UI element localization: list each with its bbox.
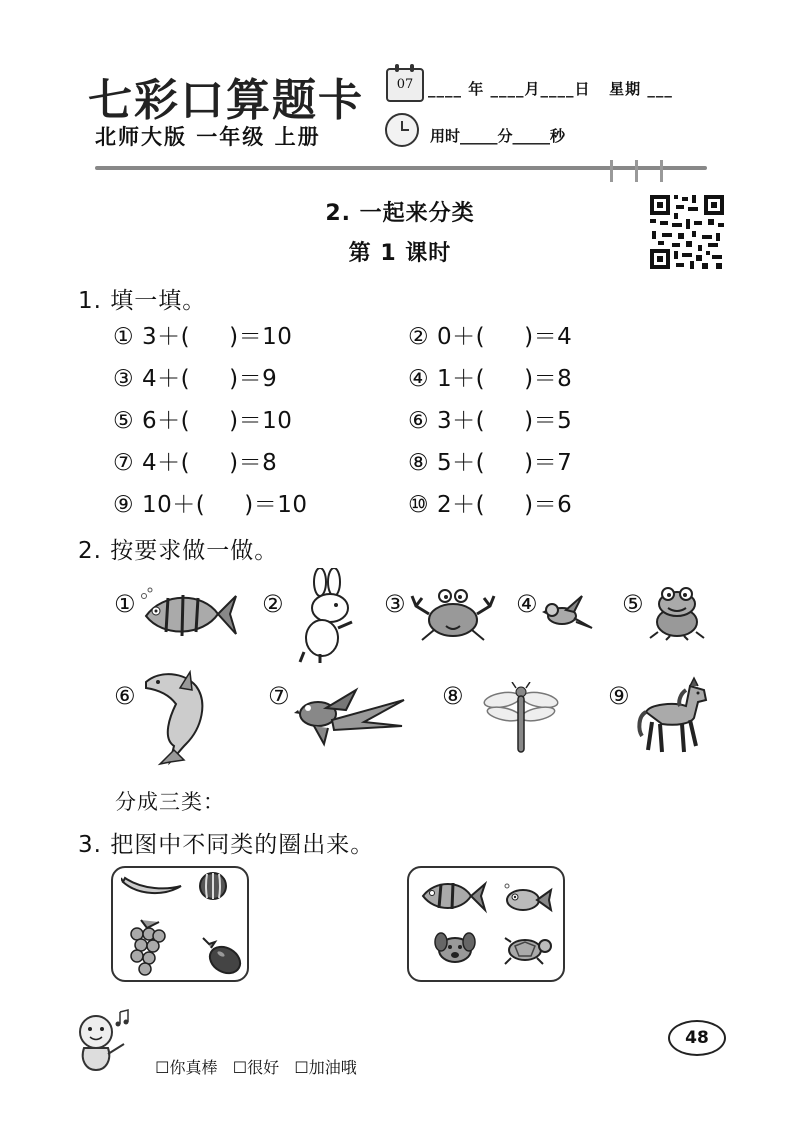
lesson-subtitle: 第 1 课时 — [348, 241, 452, 266]
crab-icon[interactable] — [410, 584, 496, 644]
question-1-label: 1. 填一填。 — [78, 288, 207, 314]
item-number: ⑤ — [113, 408, 135, 434]
dragonfly-icon[interactable] — [482, 682, 560, 754]
equation-text[interactable]: 1＋( )＝8 — [436, 366, 573, 392]
equation-item — [408, 486, 572, 519]
equation-item — [408, 360, 572, 393]
turtle-icon[interactable] — [501, 932, 553, 966]
item-number: ③ — [113, 366, 135, 392]
equation-item — [408, 318, 572, 351]
question-2-label: 2. 按要求做一做。 — [78, 538, 279, 564]
equation-text[interactable]: 0＋( )＝4 — [436, 324, 573, 350]
time-line: 用时_____分_____秒 — [430, 127, 566, 145]
rating-label: 加油哦 — [308, 1058, 357, 1077]
watermelon-icon[interactable] — [197, 870, 229, 902]
horse-icon[interactable] — [634, 676, 708, 756]
picture-number: ② — [262, 590, 284, 618]
header-rule — [95, 166, 707, 170]
picture-number: ③ — [384, 590, 406, 618]
equation-text[interactable]: 2＋( )＝6 — [436, 492, 573, 518]
rule-tick — [635, 160, 638, 182]
question-3-label: 3. 把图中不同类的圈出来。 — [78, 832, 375, 858]
checkbox[interactable]: ☐ — [232, 1058, 248, 1077]
item-number: ⑥ — [408, 408, 430, 434]
item-number: ⑧ — [408, 450, 430, 476]
lesson-title: 2. 一起来分类 — [325, 201, 475, 226]
picture-number: ⑨ — [608, 682, 630, 710]
edition-line: 北师大版 一年级 上册 — [95, 125, 321, 149]
fish-icon[interactable] — [138, 586, 240, 644]
equation-text[interactable]: 3＋( )＝5 — [436, 408, 573, 434]
equation-item — [113, 444, 277, 477]
brand-title: 七彩口算题卡 — [88, 75, 364, 126]
equation-text[interactable]: 3＋( )＝10 — [141, 324, 293, 350]
right-picture-box — [407, 866, 565, 982]
small-fish-icon[interactable] — [503, 882, 553, 916]
item-number: ⑩ — [408, 492, 430, 518]
calendar-number: 07 — [396, 77, 414, 92]
equation-text[interactable]: 4＋( )＝8 — [141, 450, 278, 476]
rule-tick — [660, 160, 663, 182]
qr-code-icon[interactable] — [648, 193, 726, 271]
picture-number: ⑤ — [622, 590, 644, 618]
dolphin-icon[interactable] — [140, 668, 214, 766]
item-number: ⑨ — [113, 492, 135, 518]
date-line: ____ 年 ____月____日 星期 ___ — [428, 80, 673, 98]
classify-instruction: 分成三类： — [115, 790, 225, 814]
swallow-icon[interactable] — [294, 686, 406, 748]
equation-text[interactable]: 4＋( )＝9 — [141, 366, 278, 392]
dog-icon[interactable] — [433, 930, 477, 966]
equation-item — [113, 486, 307, 519]
picture-number: ⑦ — [268, 682, 290, 710]
mascot-icon — [66, 1004, 138, 1076]
item-number: ⑦ — [113, 450, 135, 476]
picture-number: ④ — [516, 590, 538, 618]
grapes-icon[interactable] — [125, 918, 169, 978]
equation-item — [408, 402, 572, 435]
equation-text[interactable]: 5＋( )＝7 — [436, 450, 573, 476]
picture-number: ⑧ — [442, 682, 464, 710]
equation-text[interactable]: 6＋( )＝10 — [141, 408, 293, 434]
item-number: ④ — [408, 366, 430, 392]
frog-icon[interactable] — [648, 584, 706, 642]
rule-tick — [610, 160, 613, 182]
rabbit-icon[interactable] — [290, 568, 362, 664]
equation-item — [408, 444, 572, 477]
fish-icon[interactable] — [419, 876, 489, 916]
checkbox[interactable]: ☐ — [155, 1058, 170, 1077]
page-number: 48 — [668, 1020, 726, 1056]
bird-icon[interactable] — [542, 592, 594, 634]
rating-options — [145, 1036, 357, 1078]
banana-icon[interactable] — [121, 872, 183, 902]
item-number: ① — [113, 324, 135, 350]
left-picture-box — [111, 866, 249, 982]
picture-number: ⑥ — [114, 682, 136, 710]
item-number: ② — [408, 324, 430, 350]
calendar-icon — [386, 68, 424, 102]
picture-number: ① — [114, 590, 136, 618]
equation-text[interactable]: 10＋( )＝10 — [141, 492, 308, 518]
equation-item — [113, 402, 292, 435]
checkbox[interactable]: ☐ — [294, 1058, 309, 1077]
rating-label: 很好 — [247, 1058, 280, 1077]
clock-icon — [385, 113, 419, 147]
eggplant-icon[interactable] — [199, 934, 243, 976]
equation-item — [113, 318, 292, 351]
rating-label: 你真棒 — [169, 1058, 218, 1077]
equation-item — [113, 360, 277, 393]
